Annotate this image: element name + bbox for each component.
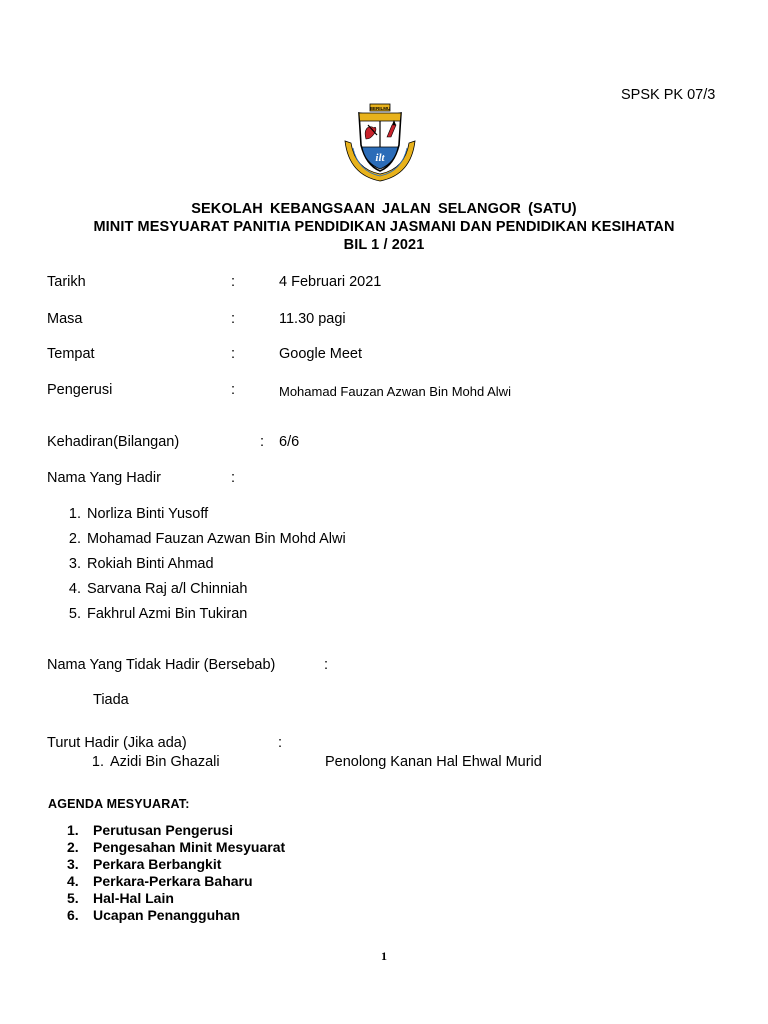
kehadiran-value: 6/6 [279,434,300,450]
tidak-hadir-value: Tiada [93,692,129,708]
school-name-heading: SEKOLAH KEBANGSAAN JALAN SELANGOR (SATU) [191,201,577,217]
kehadiran-separator: : [260,434,265,450]
list-item-number: 1. [68,506,81,522]
tidak-hadir-label: Nama Yang Tidak Hadir (Bersebab) [47,657,276,673]
school-crest-icon [339,101,421,183]
crest-banner-text: BERILMU [369,105,391,111]
tempat-separator: : [231,346,236,362]
attendee-name: Mohamad Fauzan Azwan Bin Mohd Alwi [87,531,346,547]
reference-code: SPSK PK 07/3 [621,87,716,103]
list-item [67,839,285,856]
list-item-number: 6. [67,907,79,923]
list-item-number: 4. [67,873,79,889]
list-item-number: 3. [67,856,79,872]
guest-name: Azidi Bin Ghazali [110,754,220,770]
tempat-value: Google Meet [279,346,363,362]
agenda-item-text: Perutusan Pengerusi [93,822,234,838]
list-item-number: 4. [68,581,81,597]
attendee-name: Norliza Binti Yusoff [87,506,209,522]
list-item-number: 1. [67,822,79,838]
agenda-list [67,822,285,924]
hadir-label: Nama Yang Hadir [47,470,161,486]
turut-hadir-label: Turut Hadir (Jika ada) [47,735,187,751]
list-item-number: 2. [68,531,81,547]
list-item-number: 5. [68,606,81,622]
list-item [61,556,214,572]
hadir-separator: : [231,470,236,486]
attendee-name: Sarvana Raj a/l Chinniah [87,581,248,597]
masa-value: 11.30 pagi [279,311,346,327]
pengerusi-label: Pengerusi [47,382,113,398]
guest-role: Penolong Kanan Hal Ehwal Murid [325,754,542,770]
crest-center-text: ilt [375,152,385,164]
list-item [67,907,285,924]
list-item [61,606,247,622]
agenda-item-text: Perkara Berbangkit [93,856,222,872]
list-item-number: 2. [67,839,79,855]
list-item [67,890,285,907]
agenda-item-text: Ucapan Penangguhan [93,907,241,923]
kehadiran-label: Kehadiran(Bilangan) [47,434,180,450]
list-item [61,506,208,522]
pengerusi-value: Mohamad Fauzan Azwan Bin Mohd Alwi [279,384,511,399]
list-item [84,754,220,770]
tarikh-label: Tarikh [47,274,86,290]
attendee-name: Rokiah Binti Ahmad [87,556,214,572]
masa-label: Masa [47,311,83,327]
list-item [67,856,285,873]
agenda-heading: AGENDA MESYUARAT: [48,797,190,811]
pengerusi-separator: : [231,382,236,398]
turut-hadir-separator: : [278,735,283,751]
tempat-label: Tempat [47,346,95,362]
list-item [67,822,285,839]
agenda-item-text: Pengesahan Minit Mesyuarat [93,839,286,855]
list-item [61,581,247,597]
tarikh-separator: : [231,274,236,290]
list-item-number: 1. [91,754,104,770]
tidak-hadir-separator: : [324,657,329,673]
agenda-item-text: Hal-Hal Lain [93,890,174,906]
tarikh-value: 4 Februari 2021 [279,274,382,290]
meeting-title-heading: MINIT MESYUARAT PANITIA PENDIDIKAN JASMANI DAN PENDIDIKAN KESIHATAN [93,219,675,235]
agenda-item-text: Perkara-Perkara Baharu [93,873,253,889]
list-item-number: 5. [67,890,79,906]
list-item-number: 3. [68,556,81,572]
page-number: 1 [381,949,387,963]
attendee-name: Fakhrul Azmi Bin Tukiran [87,606,248,622]
masa-separator: : [231,311,236,327]
list-item [61,531,346,547]
list-item [67,873,285,890]
meeting-number-heading: BIL 1 / 2021 [343,237,425,253]
